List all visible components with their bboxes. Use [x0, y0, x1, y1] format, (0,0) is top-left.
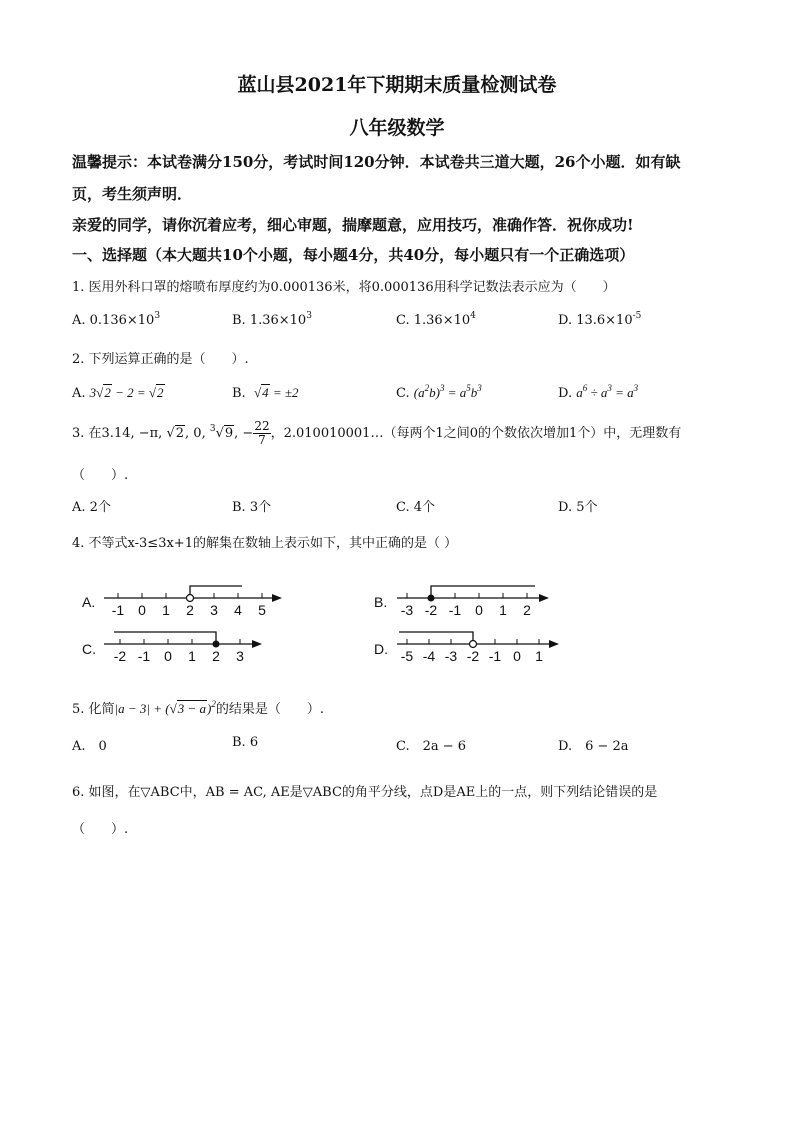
arrow-icon — [539, 594, 549, 602]
q4-option-c-label: C. — [82, 641, 96, 657]
arrow-icon — [549, 640, 559, 648]
tick-label: 1 — [162, 602, 170, 618]
tick-label: -1 — [488, 648, 502, 664]
section-heading: 一、选择题（本大题共10个小题，每小题4分，共40分，每小题只有一个正确选项） — [72, 246, 635, 264]
q5-option-b: B. 6 — [232, 735, 259, 750]
tick-label: -2 — [424, 602, 438, 618]
q3-option-b: B. 3个 — [232, 500, 272, 515]
solution-bracket — [114, 632, 216, 644]
q1-option-c: C. $1.36\times 10^4$ — [396, 311, 476, 328]
tick-label: 3 — [210, 602, 218, 618]
q1-option-d: D. $13.6\times 10^{-5}$ — [558, 311, 642, 328]
q3-stem-line-2: （ ）. — [72, 468, 129, 483]
tick-label: 1 — [499, 602, 507, 618]
q1-option-a: A. $0.136\times 10^3$ — [72, 311, 161, 328]
q5-option-a: A. 0 — [72, 739, 107, 754]
tick-label: -1 — [137, 648, 151, 664]
q2-option-b: B. √4 = ±2 — [232, 385, 299, 401]
tick-label: 1 — [188, 648, 196, 664]
tick-label: 5 — [258, 602, 266, 618]
tick-label: 3 — [236, 648, 244, 664]
arrow-icon — [272, 594, 282, 602]
q4-stem: 4. 不等式x-3≤3x+1的解集在数轴上表示如下，其中正确的是（ ） — [72, 536, 458, 551]
q3-option-d: D. 5个 — [558, 500, 598, 515]
q4-number-line-c — [100, 628, 265, 668]
q4-option-a-label: A. — [82, 594, 96, 610]
q1-option-b: B. $1.36\times 10^3$ — [232, 311, 312, 328]
tick-label: 0 — [513, 648, 521, 664]
tick-label: 4 — [234, 602, 242, 618]
closed-endpoint — [428, 595, 435, 602]
notice-line-3: 亲爱的同学，请你沉着应考，细心审题，揣摩题意，应用技巧，准确作答．祝你成功! — [72, 216, 634, 234]
tick-label: 2 — [186, 602, 194, 618]
q3-option-c: C. 4个 — [396, 500, 436, 515]
q1-stem: 1. 医用外科口罩的熔喷布厚度约为0.000136米，将0.000136用科学记数法表示应为（ ） — [72, 280, 616, 295]
q4-option-d-label: D. — [374, 641, 388, 657]
q5-stem: 5. 化简$|a - 3| + (√3 - a)^2$的结果是（ ）. — [72, 699, 324, 717]
q5-option-c: C. 2a − 6 — [396, 739, 467, 754]
tick-label: 2 — [523, 602, 531, 618]
arrow-icon — [252, 640, 262, 648]
tick-label: -1 — [448, 602, 462, 618]
q3-option-a: A. 2个 — [72, 500, 111, 515]
q2-option-a: A. 3√2 − 2 = √2 — [72, 385, 164, 401]
solution-bracket — [431, 586, 535, 598]
solution-bracket — [399, 632, 473, 644]
tick-label: 2 — [212, 648, 220, 664]
tick-label: -5 — [400, 648, 414, 664]
exam-subtitle: 八年级数学 — [349, 117, 445, 139]
q6-stem: 6. 如图，在▽ABC中，AB = AC, AE是▽ABC的角平分线，点D是AE上的一点，则下列结论错误的是 — [72, 785, 658, 800]
tick-label: -3 — [444, 648, 458, 664]
tick-label: 0 — [138, 602, 146, 618]
q5-option-d: D. 6 − 2a — [558, 739, 629, 754]
closed-endpoint — [213, 641, 220, 648]
q4-number-line-b — [393, 582, 553, 622]
tick-label: 0 — [475, 602, 483, 618]
tick-label: -2 — [113, 648, 127, 664]
tick-label: -3 — [400, 602, 414, 618]
q2-stem: 2. 下列运算正确的是（ ）. — [72, 352, 249, 367]
tick-label: -2 — [466, 648, 480, 664]
open-endpoint — [470, 641, 477, 648]
q3-fraction: $\frac{22}{7}$ — [254, 419, 270, 447]
q2-option-c: C. $(a^2b)^3 = a^5b^3$ — [396, 383, 482, 401]
notice-line-1: 温馨提示：本试卷满分150分，考试时间120分钟．本试卷共三道大题，26个小题．如有缺 — [72, 153, 681, 171]
tick-label: -1 — [111, 602, 125, 618]
q3-stem: 3. 在3.14, −π, √2, 0, $^3$√9, − $\frac{22}{7}$ ，2.010010001…（每两个1之间0的个数依次增加1个）中，无理数有 — [72, 419, 682, 447]
tick-label: 0 — [164, 648, 172, 664]
q4-number-line-d — [393, 628, 563, 668]
exam-title: 蓝山县2021年下期期末质量检测试卷 — [237, 74, 557, 96]
tick-label: -4 — [422, 648, 436, 664]
q6-stem-line-2: （ ）. — [72, 822, 129, 837]
q4-number-line-a — [100, 582, 285, 622]
solution-bracket — [190, 586, 242, 598]
tick-label: 1 — [535, 648, 543, 664]
q4-option-b-label: B. — [374, 594, 388, 610]
notice-line-2: 页，考生须声明． — [72, 185, 193, 203]
open-endpoint — [187, 595, 194, 602]
q2-option-d: D. $a^6 \div a^3 = a^3$ — [558, 383, 639, 401]
